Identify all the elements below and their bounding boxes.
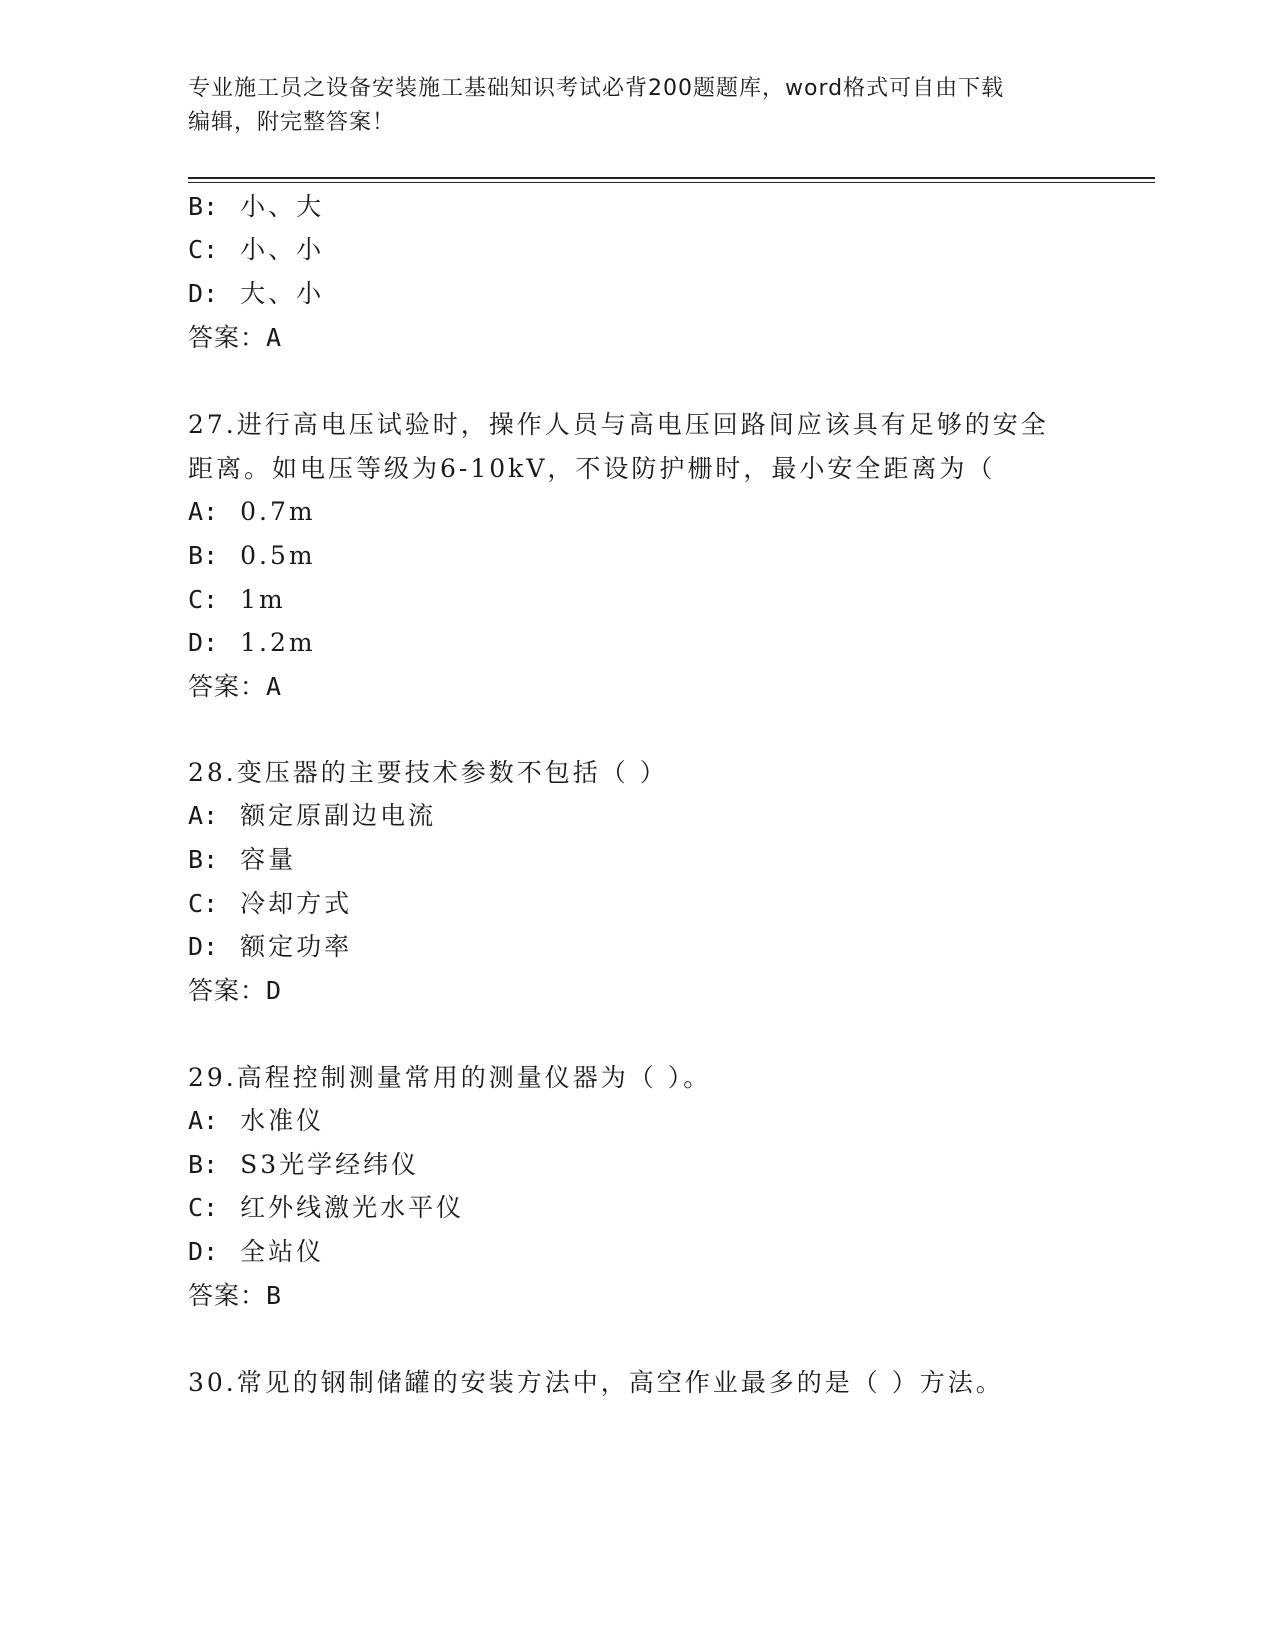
option-b: B: 0.5m xyxy=(188,541,316,570)
option-c: C: 小、小 xyxy=(188,235,325,264)
header-divider-thin xyxy=(188,182,1155,183)
option-b: B: S3光学经纬仪 xyxy=(188,1150,420,1179)
option-d: D: 大、小 xyxy=(188,279,325,308)
document-header xyxy=(188,72,1078,140)
question-29-stem: 29.高程控制测量常用的测量仪器为（ ）。 xyxy=(188,1063,712,1092)
option-c: C: 1m xyxy=(188,585,286,614)
answer-line: 答案：A xyxy=(188,323,283,352)
header-title-line2: 编辑，附完整答案！ xyxy=(188,110,396,135)
option-d: D: 1.2m xyxy=(188,628,316,657)
header-title-line1: 专业施工员之设备安装施工基础知识考试必背200题题库，word格式可自由下载 xyxy=(188,76,1005,101)
option-c: C: 红外线激光水平仪 xyxy=(188,1193,465,1222)
question-28-stem: 28.变压器的主要技术参数不包括（ ） xyxy=(188,758,668,787)
answer-line: 答案：D xyxy=(188,976,283,1005)
answer-line: 答案：A xyxy=(188,672,283,701)
option-b: B: 容量 xyxy=(188,845,297,874)
option-a: A: 额定原副边电流 xyxy=(188,801,437,830)
header-divider xyxy=(188,177,1155,179)
option-b: B: 小、大 xyxy=(188,192,325,221)
option-d: D: 全站仪 xyxy=(188,1237,325,1266)
option-a: A: 水准仪 xyxy=(188,1106,325,1135)
option-d: D: 额定功率 xyxy=(188,932,353,961)
option-a: A: 0.7m xyxy=(188,497,316,526)
answer-line: 答案：B xyxy=(188,1281,283,1310)
question-27-stem: 27.进行高电压试验时，操作人员与高电压回路间应该具有足够的安全 xyxy=(188,410,1049,439)
question-30-stem: 30.常见的钢制储罐的安装方法中，高空作业最多的是（ ）方法。 xyxy=(188,1368,1004,1397)
option-c: C: 冷却方式 xyxy=(188,889,353,918)
question-27-stem-cont: 距离。如电压等级为6-10kV，不设防护栅时，最小安全距离为（ xyxy=(188,454,996,483)
